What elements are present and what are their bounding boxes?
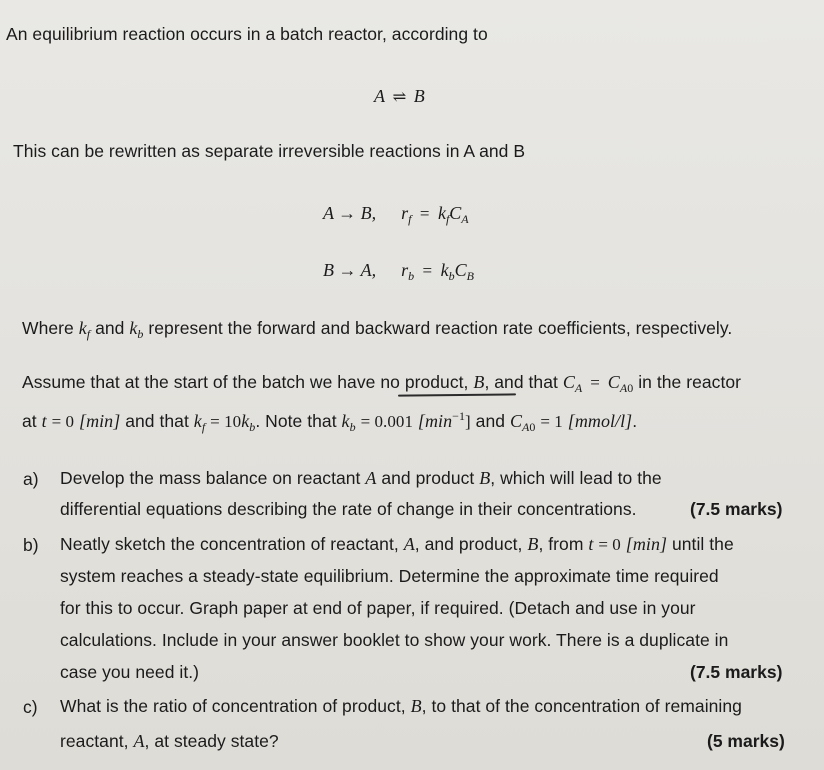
- a2-and: and: [475, 411, 506, 431]
- assumption-text-c: , and that: [484, 372, 558, 392]
- a2-kb2: k: [341, 411, 350, 431]
- qb-text-d: until the: [671, 534, 734, 554]
- a2-kb-sub: b: [249, 420, 256, 434]
- qc-B: B: [410, 696, 422, 716]
- forward-reaction: [323, 203, 469, 227]
- a2-unit2: [mmol/l]: [567, 411, 633, 431]
- backward-reaction: [323, 260, 474, 284]
- qa-text-c: , which will lead to the: [490, 468, 662, 488]
- kb-sub: b: [137, 327, 144, 341]
- question-c-line-2: [60, 731, 279, 752]
- species-b: B: [413, 86, 425, 106]
- backward-c: C: [454, 260, 467, 280]
- a2-end: .: [632, 411, 638, 431]
- a2-eq2: = 10: [210, 412, 242, 431]
- qb-text-a: Neatly sketch the concentration of reactant,: [60, 534, 399, 554]
- assumption-b: B: [473, 372, 485, 392]
- a2-unit1-sup: −1: [452, 409, 466, 423]
- backward-k-sub: b: [448, 269, 455, 283]
- kf-symbol: k: [78, 318, 87, 338]
- definitions-rest: represent the forward and backward reaction rate coefficients, respectively.: [148, 318, 733, 338]
- forward-rate-symbol: r: [401, 203, 409, 223]
- a2-ca0-sub: A: [522, 420, 530, 434]
- backward-rate-symbol: r: [401, 260, 409, 280]
- qb-text-c: , from: [538, 534, 584, 554]
- where-word: Where: [22, 318, 74, 338]
- no-product-phrase: no product,: [380, 372, 469, 392]
- qb-t: t: [588, 534, 594, 554]
- assumption-text-a: Assume that at the start of the batch we have: [22, 372, 376, 392]
- qb-eq: = 0: [598, 535, 621, 554]
- qc-text-a: What is the ratio of concentration of product,: [60, 696, 406, 716]
- a2-kf-sub: f: [201, 420, 206, 434]
- a2-kb2-sub: b: [349, 420, 356, 434]
- assumption-ca0-sub: A: [619, 381, 628, 395]
- qb-A: A: [403, 534, 415, 554]
- forward-rate-sub: f: [408, 212, 412, 226]
- qc-text-c: reactant,: [60, 731, 129, 751]
- a2-t: t: [41, 411, 47, 431]
- assumption-ca-sub: A: [574, 381, 583, 395]
- question-b-line-4: calculations. Include in your answer booklet to show your work. There is a duplicate in: [60, 630, 729, 650]
- rewrite-sentence: This can be rewritten as separate irreversible reactions in A and B: [13, 141, 526, 161]
- assumption-text-d: in the reactor: [638, 372, 742, 392]
- question-a-label: a): [23, 469, 39, 489]
- a2-unit1-a: [min: [417, 411, 453, 431]
- a2-val2: = 1: [540, 412, 563, 431]
- a2-ca0-zero: 0: [529, 420, 536, 434]
- question-a-marks: (7.5 marks): [690, 499, 783, 519]
- qa-B: B: [479, 468, 491, 488]
- backward-rate-equals: =: [422, 261, 433, 280]
- assumption-ca0: C: [607, 372, 620, 392]
- a2-and-that: and that: [125, 411, 189, 431]
- forward-k: k: [437, 203, 446, 223]
- forward-reaction-label: A → B,: [323, 203, 377, 223]
- qa-text-b: and product: [381, 468, 475, 488]
- species-a: A: [374, 86, 385, 106]
- definitions-line: [22, 318, 732, 342]
- question-c-line-1: [60, 696, 742, 717]
- assumption-ca0-zero: 0: [627, 381, 634, 395]
- equilibrium-arrow-icon: ⇌: [392, 87, 407, 106]
- a2-at: at: [22, 411, 37, 431]
- qb-B: B: [527, 534, 539, 554]
- question-a-line-1: [60, 468, 662, 489]
- assumption-ca: C: [562, 372, 575, 392]
- question-b-line-1: [60, 534, 734, 555]
- qc-text-b: , to that of the concentration of remaining: [421, 696, 742, 716]
- and-word: and: [95, 318, 125, 338]
- forward-c: C: [449, 203, 462, 223]
- question-b-line-3: for this to occur. Graph paper at end of paper, if required. (Detach and use in your: [60, 598, 696, 618]
- qc-A: A: [133, 731, 145, 751]
- assumption-eq: =: [590, 373, 600, 392]
- forward-c-sub: A: [461, 212, 469, 226]
- forward-rate-equals: =: [419, 204, 430, 223]
- qc-text-d: , at steady state?: [144, 731, 279, 751]
- a2-unit: [min]: [79, 411, 121, 431]
- question-c-label: c): [23, 697, 38, 717]
- qa-A: A: [365, 468, 377, 488]
- a2-kb: k: [241, 411, 250, 431]
- equilibrium-equation: [374, 86, 425, 107]
- a2-ca0: C: [509, 411, 522, 431]
- handwritten-underline: [398, 393, 516, 396]
- backward-c-sub: B: [466, 269, 474, 283]
- intro-sentence: An equilibrium reaction occurs in a batch reactor, according to: [6, 24, 488, 44]
- question-b-line-5: case you need it.): [60, 662, 200, 682]
- a2-kf: k: [193, 411, 202, 431]
- a2-val1: = 0.001: [360, 412, 413, 431]
- question-c-marks: (5 marks): [707, 731, 785, 751]
- a2-eq: = 0: [51, 412, 75, 431]
- backward-rate-sub: b: [408, 269, 415, 283]
- kf-sub: f: [86, 327, 91, 341]
- qa-text-a: Develop the mass balance on reactant: [60, 468, 361, 488]
- kb-symbol: k: [129, 318, 138, 338]
- question-a-line-2: differential equations describing the rate of change in their concentrations.: [60, 499, 637, 519]
- qb-text-b: , and product,: [414, 534, 523, 554]
- question-b-line-2: system reaches a steady-state equilibrium. Determine the approximate time required: [60, 566, 719, 586]
- assumption-line-1: [22, 372, 741, 396]
- qb-unit: [min]: [625, 534, 668, 554]
- backward-k: k: [440, 260, 449, 280]
- a2-note: . Note that: [255, 411, 337, 431]
- backward-reaction-label: B → A,: [323, 260, 377, 280]
- question-b-marks: (7.5 marks): [690, 662, 783, 682]
- assumption-line-2: [22, 409, 637, 435]
- forward-k-sub: f: [445, 212, 450, 226]
- question-b-label: b): [23, 535, 39, 555]
- a2-unit1-b: ]: [465, 412, 471, 431]
